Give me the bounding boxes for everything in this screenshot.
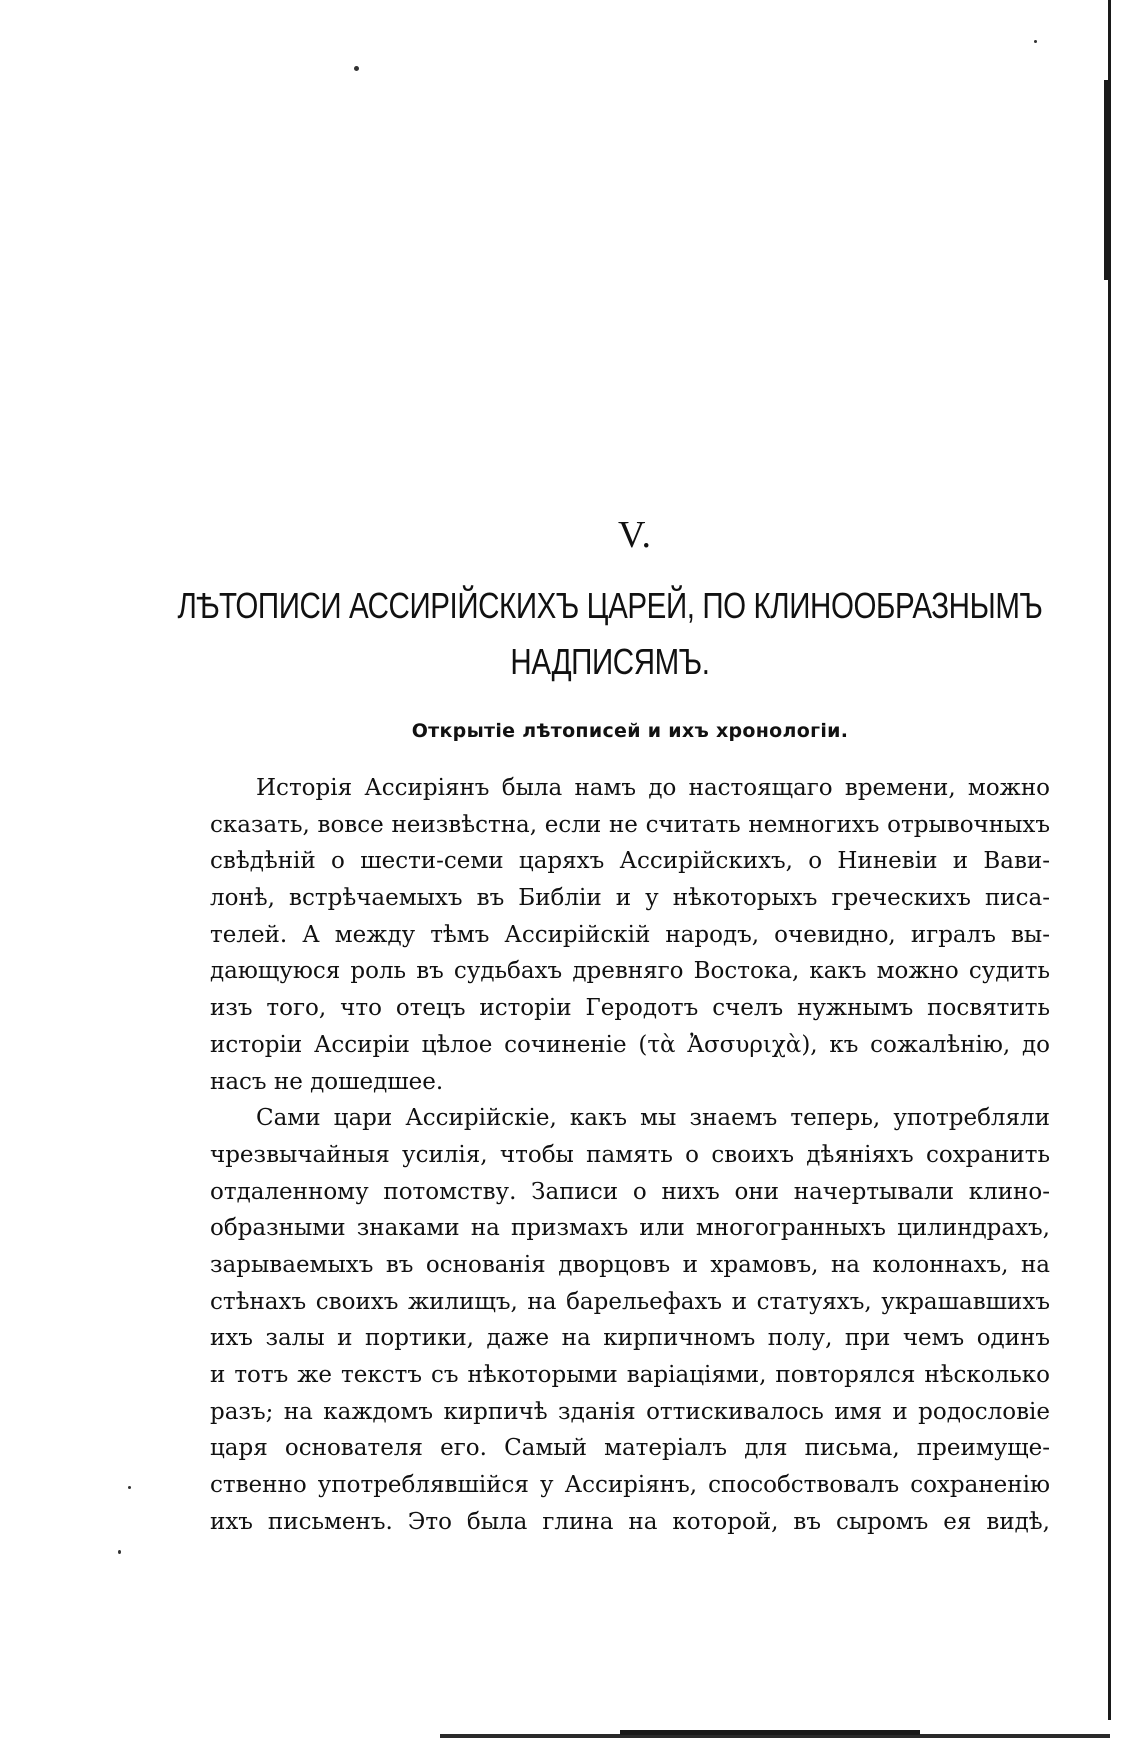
text-line: отдаленному потомству. Записи о нихъ они начертывали клино- [210, 1178, 1050, 1205]
scan-speck [118, 1550, 121, 1554]
chapter-title-line-1: ЛѢТОПИСИ АССИРІЙСКИХЪ ЦАРЕЙ, ПО КЛИНООБРАЗНЫМЪ [177, 585, 1043, 626]
text-line: дающуюся роль въ судьбахъ древняго Востока, какъ можно судить [210, 958, 1050, 985]
chapter-title [60, 578, 1140, 690]
text-line: ихъ письменъ. Это была глина на которой, въ сыромъ ея видѣ, [210, 1508, 1050, 1535]
text-line: стѣнахъ своихъ жилищъ, на барельефахъ и статуяхъ, украшавшихъ [210, 1288, 1050, 1315]
text-line: телей. А между тѣмъ Ассирійскій народъ, очевидно, игралъ вы- [210, 921, 1050, 948]
text-line: изъ того, что отецъ исторіи Геродотъ счелъ нужнымъ посвятить [210, 995, 1050, 1022]
text-line: и тотъ же текстъ съ нѣкоторыми варіаціями, повторялся нѣсколько [210, 1362, 1050, 1388]
text-line: образными знаками на призмахъ или многогранныхъ цилиндрахъ, [210, 1215, 1050, 1242]
text-line: исторіи Ассиріи цѣлое сочиненіе (τὰ Ἀσσυριχὰ), къ сожалѣнію, до [210, 1031, 1050, 1058]
text-line: разъ; на каждомъ кирпичѣ зданія оттискивалось имя и родословіе [210, 1398, 1050, 1425]
chapter-title-line-2: НАДПИСЯМЪ. [510, 641, 710, 682]
text-line: зарываемыхъ въ основанія дворцовъ и храмовъ, на колоннахъ, на [210, 1251, 1050, 1278]
scan-speck [354, 66, 359, 71]
text-line: ихъ залы и портики, даже на кирпичномъ полу, при чемъ одинъ [210, 1325, 1050, 1352]
text-line: насъ не дошедшее. [210, 1068, 444, 1095]
scan-speck [128, 1486, 131, 1489]
scan-bottom-edge-thick [620, 1730, 920, 1735]
text-line: царя основателя его. Самый матеріалъ для письма, преимуще- [210, 1435, 1050, 1462]
section-heading: Открытіе лѣтописей и ихъ хронологіи. [411, 720, 849, 742]
text-line: сказать, вовсе неизвѣстна, если не считать немногихъ отрывочныхъ [210, 811, 1050, 838]
text-line: Исторія Ассиріянъ была намъ до настоящаго времени, можно [256, 775, 1050, 801]
text-line: чрезвычайныя усилія, чтобы память о своихъ дѣяніяхъ сохранить [210, 1141, 1050, 1168]
text-line: ственно употреблявшійся у Ассиріянъ, способствовалъ сохраненію [210, 1472, 1050, 1499]
text-line: лонѣ, встрѣчаемыхъ въ Библіи и у нѣкоторыхъ греческихъ писа- [210, 885, 1050, 912]
text-line: свѣдѣній о шести-семи царяхъ Ассирійскихъ, о Ниневіи и Вави- [210, 848, 1050, 875]
text-line: Сами цари Ассирійскіе, какъ мы знаемъ теперь, употребляли [256, 1105, 1050, 1132]
body-text [210, 770, 1050, 1540]
scan-edge-border-top [1104, 80, 1110, 280]
chapter-number: V. [617, 514, 653, 556]
scan-speck [1034, 40, 1037, 43]
